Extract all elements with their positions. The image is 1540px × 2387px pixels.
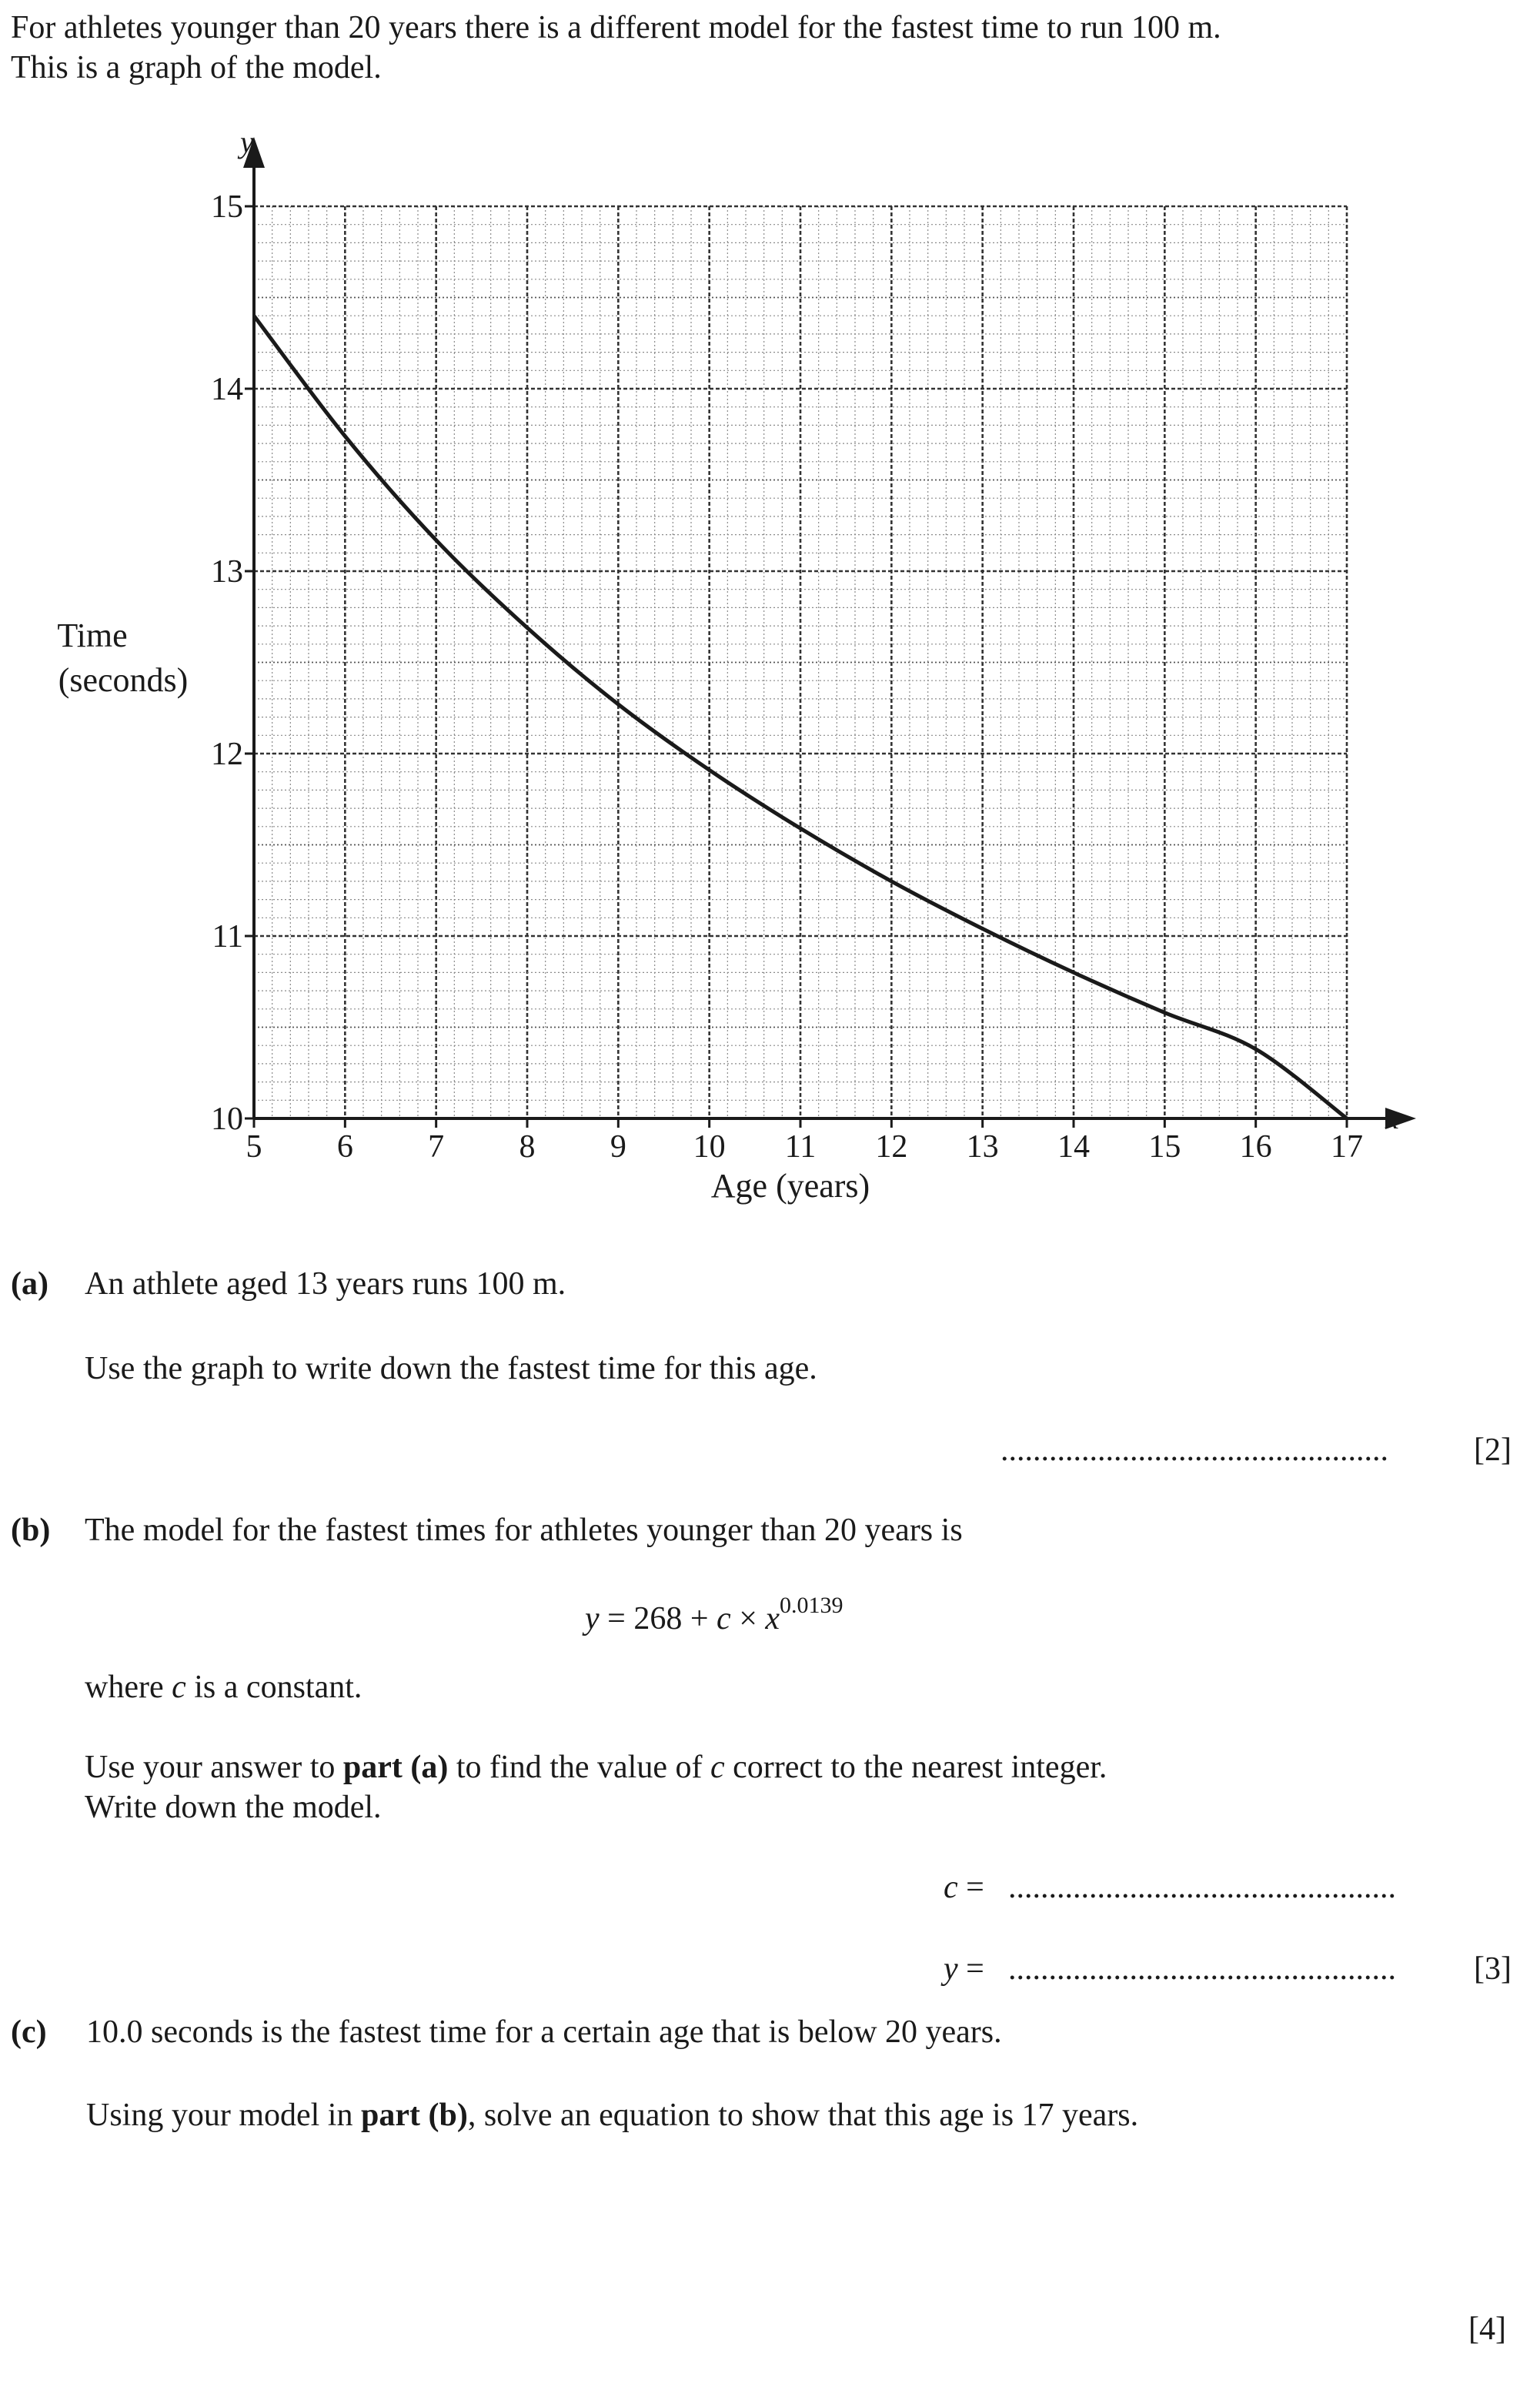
x-tick-label: 8 xyxy=(519,1129,536,1165)
q-b-label: (b) xyxy=(11,1513,51,1548)
q-c-marks: [4] xyxy=(1468,2312,1506,2347)
q-b-line-1: The model for the fastest times for athletes younger than 20 years is xyxy=(85,1513,963,1548)
x-tick-label: 14 xyxy=(1057,1129,1090,1165)
x-tick-label: 15 xyxy=(1148,1129,1181,1165)
x-tick-label: 6 xyxy=(336,1129,353,1165)
use-post: correct to the nearest integer. xyxy=(724,1750,1107,1785)
c-line2-pre: Using your model in xyxy=(86,2098,361,2133)
chart-ticks xyxy=(211,189,1363,1165)
c-var: c xyxy=(944,1870,958,1905)
q-c-line-1: 10.0 seconds is the fastest time for a certain age that is below 20 years. xyxy=(86,2014,1002,2050)
q-a-line-2: Use the graph to write down the fastest time for this age. xyxy=(85,1351,817,1386)
use-c: c xyxy=(710,1750,725,1785)
x-tick-label: 7 xyxy=(428,1129,445,1165)
y-axis-label-line-1: Time xyxy=(57,617,128,654)
y-axis-var: y xyxy=(240,125,254,159)
q-b-equation xyxy=(585,1590,843,1639)
use-bold: part (a) xyxy=(342,1750,449,1785)
x-tick-label: 13 xyxy=(966,1129,999,1165)
q-b-y-label: y = xyxy=(944,1951,984,1987)
c-line2-post: , solve an equation to show that this age is 17 years. xyxy=(467,2098,1139,2133)
q-b-c-answer-line[interactable]: ................................................ xyxy=(1008,1870,1396,1905)
x-tick-label: 11 xyxy=(784,1129,817,1165)
chart-axes xyxy=(243,137,1416,1129)
y-tick-label: 14 xyxy=(211,372,243,407)
eq-x: x xyxy=(765,1601,780,1636)
y-tick-label: 10 xyxy=(211,1102,243,1137)
where-pre: where xyxy=(85,1670,172,1705)
intro-line-2: This is a graph of the model. xyxy=(11,50,382,85)
y-tick-label: 12 xyxy=(211,737,243,772)
x-axis-label: Age (years) xyxy=(710,1167,870,1205)
q-b-where xyxy=(85,1667,362,1707)
x-tick-label: 9 xyxy=(610,1129,626,1165)
graph-paper-grid xyxy=(254,206,1347,1118)
where-c: c xyxy=(172,1670,186,1705)
q-b-marks: [3] xyxy=(1474,1951,1512,1987)
x-tick-label: 16 xyxy=(1239,1129,1272,1165)
eq-mid: = 268 + xyxy=(599,1601,717,1636)
y-tick-label: 11 xyxy=(212,919,243,954)
q-b-write-line: Write down the model. xyxy=(85,1790,382,1825)
q-b-c-label: c = xyxy=(944,1870,984,1905)
q-a-answer-line[interactable]: ................................................ xyxy=(1000,1433,1388,1468)
q-c-label: (c) xyxy=(11,2014,47,2050)
q-a-line-1: An athlete aged 13 years runs 100 m. xyxy=(85,1266,566,1302)
eq-times: × xyxy=(730,1601,766,1636)
eq-c: c xyxy=(717,1601,731,1636)
q-c-line-2 xyxy=(86,2095,1138,2135)
x-tick-label: 10 xyxy=(693,1129,726,1165)
where-post: is a constant. xyxy=(185,1670,362,1705)
x-axis-var: x xyxy=(1385,1101,1399,1135)
q-b-use-line xyxy=(85,1747,1107,1787)
y-tick-label: 15 xyxy=(211,189,243,225)
q-b-y-answer-line[interactable]: ................................................ xyxy=(1008,1951,1396,1987)
eq-y: y xyxy=(585,1601,600,1636)
use-mid: to find the value of xyxy=(448,1750,710,1785)
x-tick-label: 5 xyxy=(246,1129,262,1165)
q-a-marks: [2] xyxy=(1474,1433,1512,1468)
y-var: y xyxy=(944,1951,958,1987)
eq-exponent: 0.0139 xyxy=(780,1593,843,1618)
y-axis-label-line-2: (seconds) xyxy=(58,661,189,699)
c-line2-bold: part (b) xyxy=(360,2098,468,2133)
use-pre: Use your answer to xyxy=(85,1750,343,1785)
x-tick-label: 17 xyxy=(1331,1129,1363,1165)
intro-line-1: For athletes younger than 20 years there is a different model for the fastest time to run 100 m. xyxy=(11,10,1221,45)
q-a-label: (a) xyxy=(11,1266,48,1302)
x-tick-label: 12 xyxy=(875,1129,908,1165)
y-tick-label: 13 xyxy=(211,554,243,590)
